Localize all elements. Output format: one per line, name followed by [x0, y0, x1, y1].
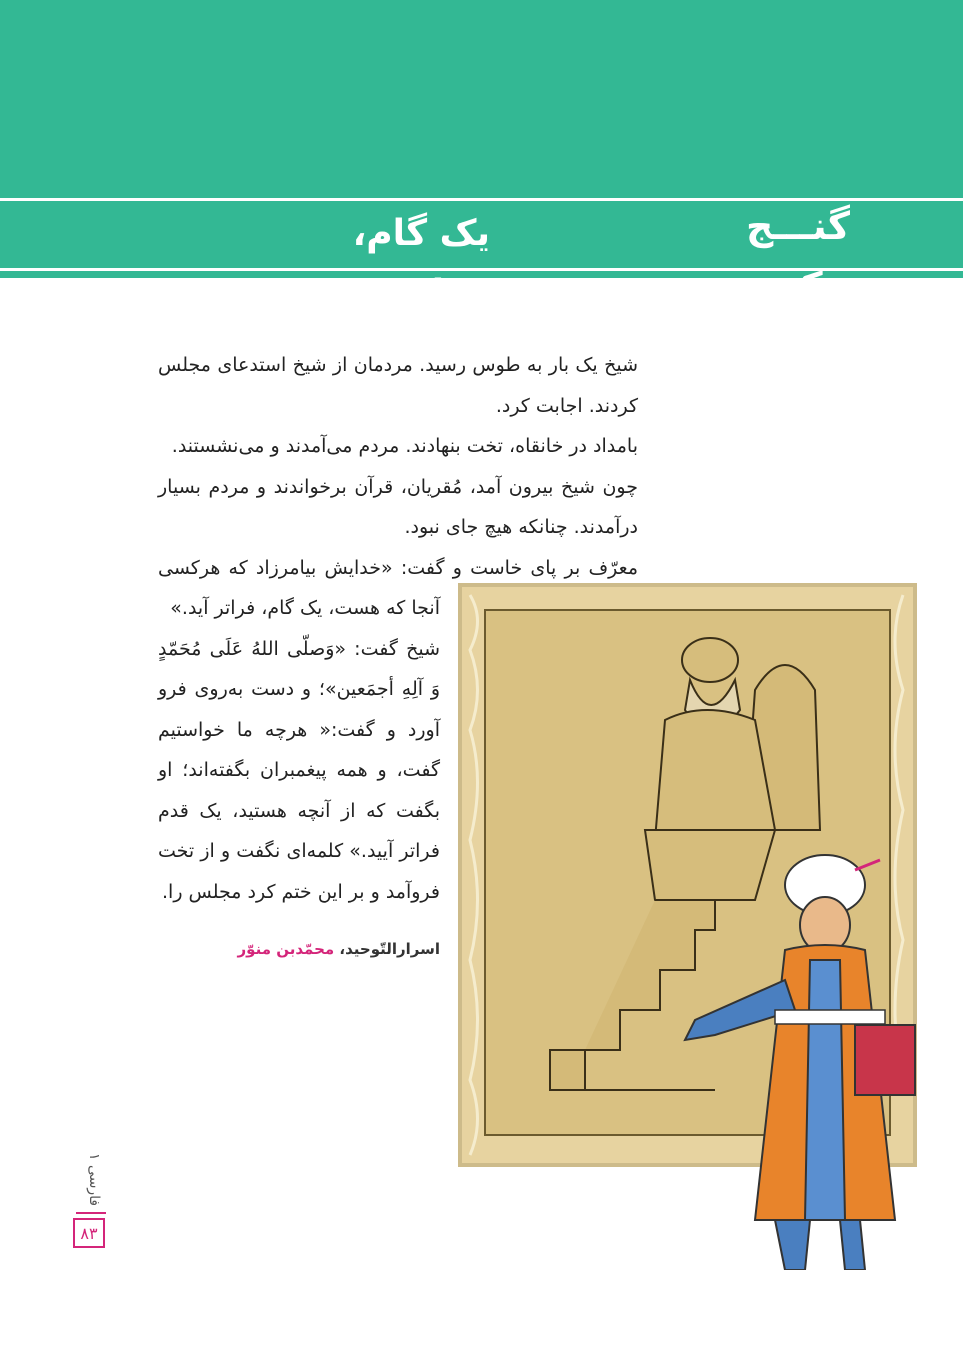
footer-book-name: فارسی ۱ — [86, 1153, 102, 1207]
source-citation — [200, 940, 440, 958]
lesson-title: یک گام، فراتر — [352, 213, 490, 314]
story-paragraph-wrapped: آنجا که هست، یک گام، فراتر آید.» شیخ گفت: «وَصلّی اللهُ عَلَی مُحَمّدٍ وَ آلِهِ أجمَعین»؛ و دست به‌روی فرو آورد و گفت:« هرچه ما خواستیم گفت، و همه پیغمبران بگفته‌اند؛ او بگفت که از آنچه هستید، یک قدم فراتر آیید.» کلمه‌ای نگفت و از تخت فروآمد و بر این ختم کرد مجلس را. — [158, 597, 440, 903]
illustration-sheikh-and-preacher — [455, 580, 945, 1270]
story-paragraph-top: شیخ یک بار به طوس رسید. مردمان از شیخ استدعای مجلس کردند. اجابت کرد. بامداد در خانقاه، تخت بنهادند. مردم می‌آمدند و می‌نشستند. چون شیخ بیرون آمد، مُقریان، قرآن برخواندند و مردم بسیار درآمدند. چنانکه هیچ جای نبود. معرّف بر پای خاست و گفت: «خدایش بیامرزاد که هرکسی — [158, 354, 638, 579]
footer-rule — [76, 1212, 106, 1214]
source-book: اسرارالتّوحید، — [334, 940, 440, 958]
page-number: ۸۳ — [73, 1218, 105, 1248]
section-title: گنـــج حکمـــت — [695, 204, 850, 308]
source-author: محمّدبن منوّر — [237, 940, 335, 958]
